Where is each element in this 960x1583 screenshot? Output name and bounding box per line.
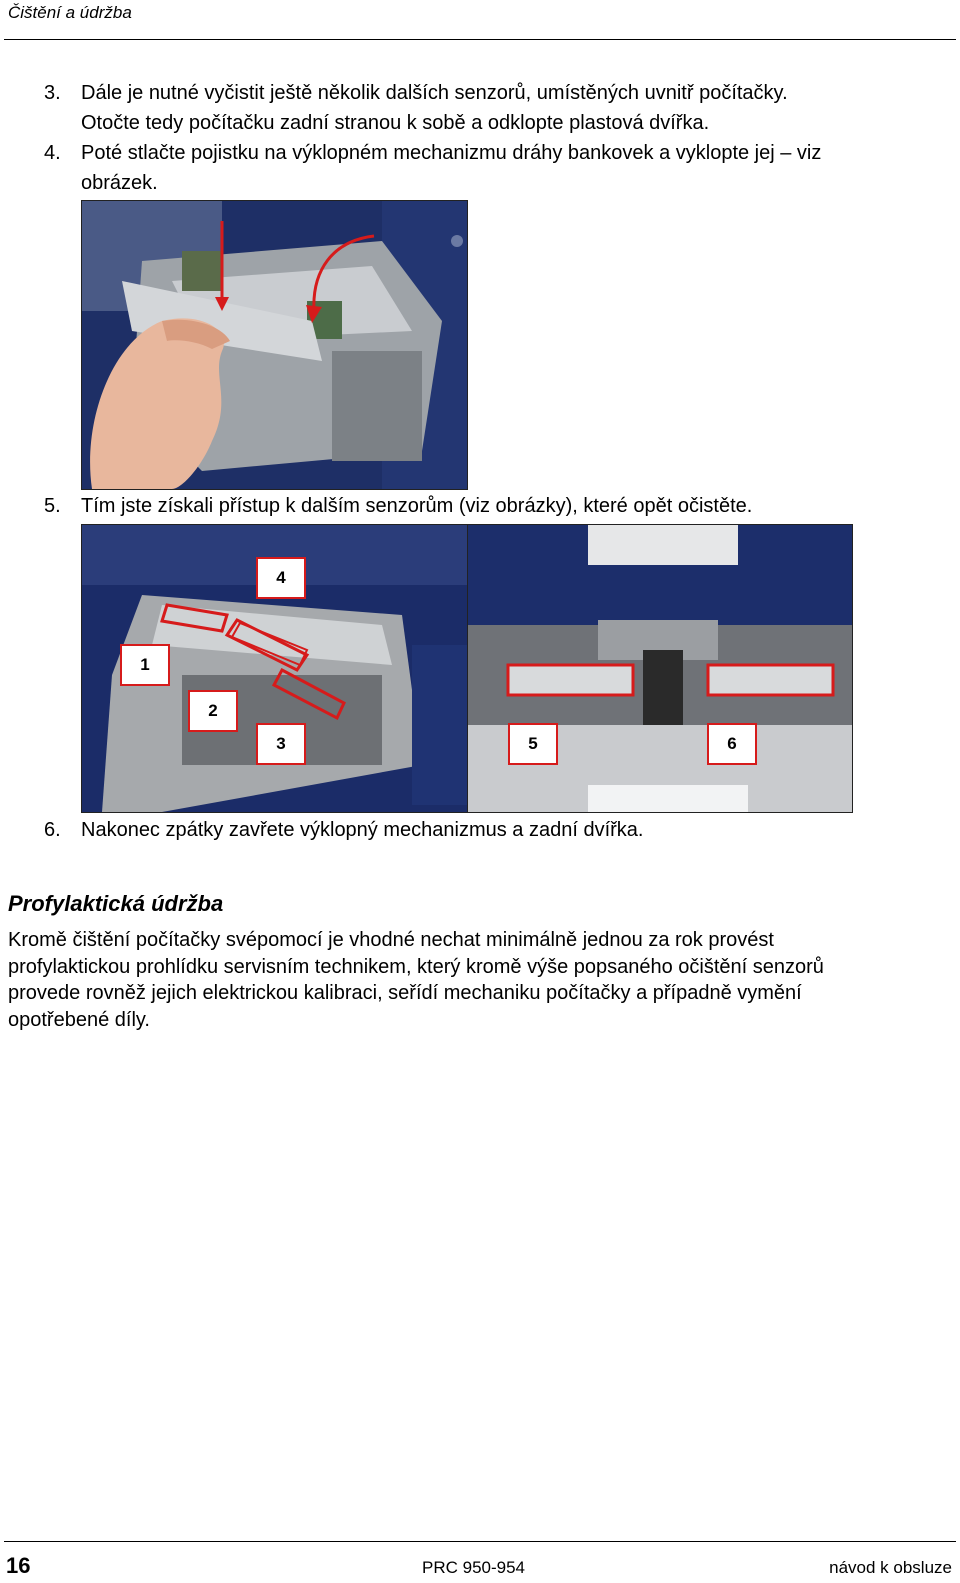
callout-label-6: 6 bbox=[707, 723, 757, 765]
callout-label-3: 3 bbox=[256, 723, 306, 765]
step-text-line: Dále je nutné vyčistit ještě několik dalších senzorů, umístěných uvnitř počítačky. bbox=[81, 82, 788, 104]
callout-label-5: 5 bbox=[508, 723, 558, 765]
paragraph-line: opotřebené díly. bbox=[8, 1008, 150, 1031]
paragraph-line: provede rovněž jejich elektrickou kalibraci, seřídí mechaniku počítačky a případně vymění bbox=[8, 982, 802, 1004]
footer-page-number: 16 bbox=[6, 1553, 31, 1578]
step-text-line: obrázek. bbox=[81, 172, 158, 194]
step-number: 5. bbox=[44, 495, 61, 517]
footer-document-name: návod k obsluze bbox=[829, 1558, 952, 1577]
photo-latch-release bbox=[81, 200, 468, 490]
step-number: 4. bbox=[44, 142, 61, 164]
footer-model: PRC 950-954 bbox=[422, 1558, 526, 1577]
step-text-line: Tím jste získali přístup k dalším senzorům (viz obrázky), které opět očistěte. bbox=[81, 495, 753, 517]
step-text-line: Poté stlačte pojistku na výklopném mechanizmu dráhy bankovek a vyklopte jej – viz bbox=[81, 142, 822, 164]
callout-label-2: 2 bbox=[188, 690, 238, 732]
step-number: 6. bbox=[44, 819, 61, 841]
header-rule bbox=[4, 39, 956, 40]
step-number: 3. bbox=[44, 82, 61, 104]
photo-latch-illustration bbox=[82, 201, 467, 489]
header-title: Čištění a údržba bbox=[8, 3, 132, 22]
step-text-line: Nakonec zpátky zavřete výklopný mechanizmus a zadní dvířka. bbox=[81, 819, 644, 841]
section-title: Profylaktická údržba bbox=[8, 891, 224, 916]
photo-sensors-right bbox=[467, 524, 853, 813]
paragraph-line: Kromě čištění počítačky svépomocí je vhodné nechat minimálně jednou za rok provést bbox=[8, 929, 774, 951]
section-paragraph bbox=[8, 927, 953, 1033]
step-text-line: Otočte tedy počítačku zadní stranou k sobě a odklopte plastová dvířka. bbox=[81, 112, 710, 134]
callout-label-4: 4 bbox=[256, 557, 306, 599]
photo-sensors-right-illustration bbox=[468, 525, 852, 812]
callout-label-1: 1 bbox=[120, 644, 170, 686]
footer-rule bbox=[4, 1541, 956, 1542]
paragraph-line: profylaktickou prohlídku servisním technikem, který kromě výše popsaného očištění senzorů bbox=[8, 955, 824, 978]
